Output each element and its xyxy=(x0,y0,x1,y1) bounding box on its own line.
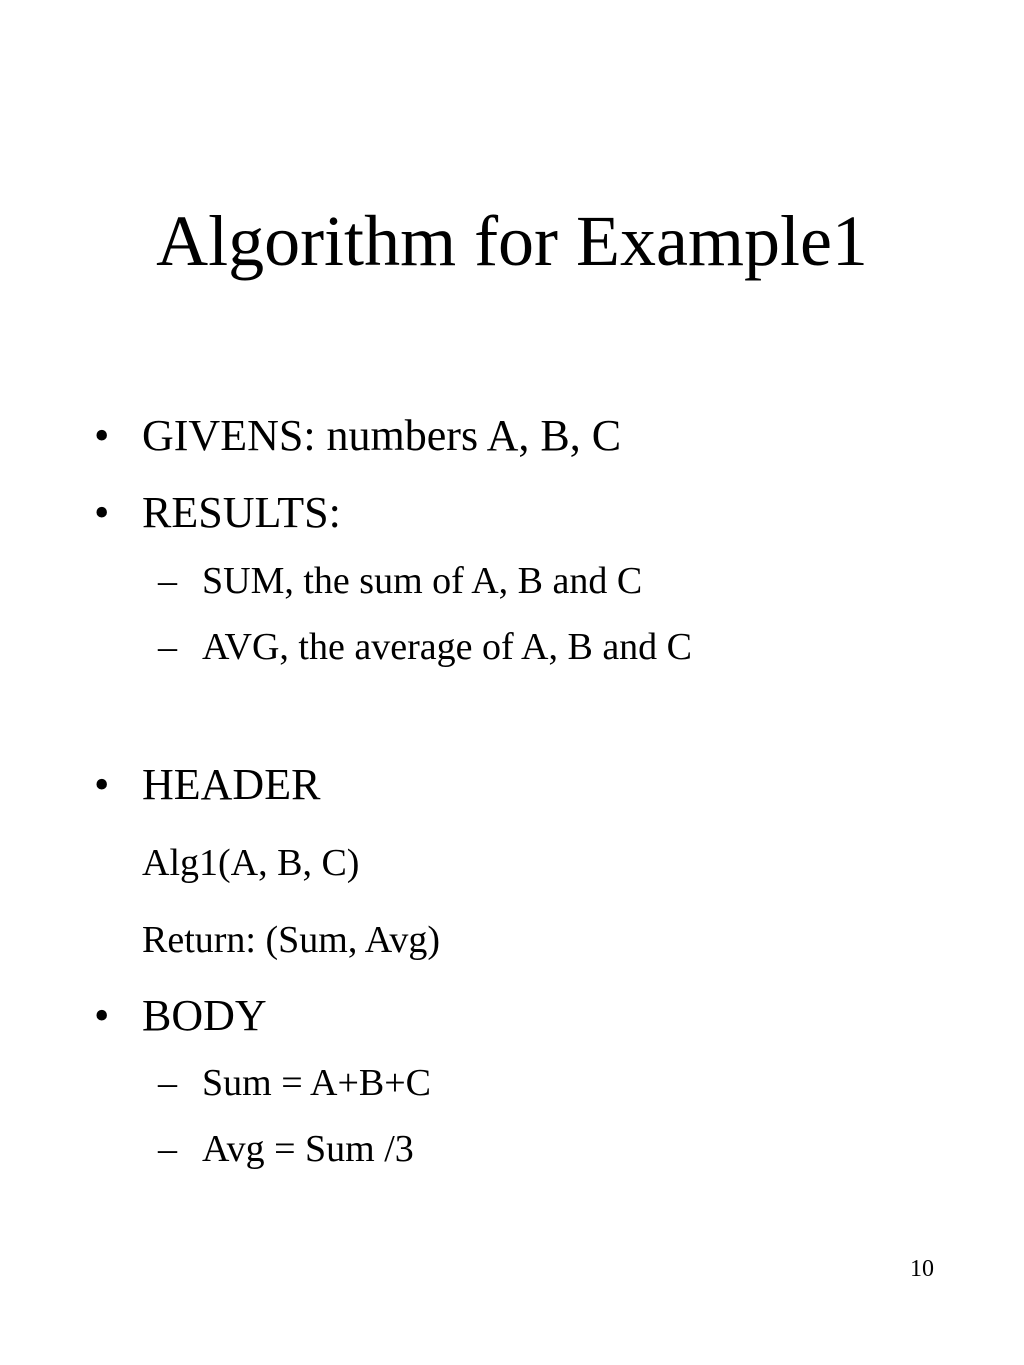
header-signature: Alg1(A, B, C) xyxy=(142,842,360,884)
results-sub-text: AVG, the average of A, B and C xyxy=(202,626,693,668)
body-sub-text: Avg = Sum /3 xyxy=(202,1128,414,1170)
results-sub-text: SUM, the sum of A, B and C xyxy=(202,560,643,602)
body-text: BODY xyxy=(142,991,267,1040)
dash-icon: – xyxy=(158,1128,177,1170)
results-text: RESULTS: xyxy=(142,488,341,537)
givens-text: GIVENS: numbers A, B, C xyxy=(142,411,622,460)
header-text: HEADER xyxy=(142,760,321,809)
dash-icon: – xyxy=(158,560,177,602)
dash-icon: – xyxy=(158,626,177,668)
header-return: Return: (Sum, Avg) xyxy=(142,919,441,961)
bullet-icon: • xyxy=(94,991,110,1040)
dash-icon: – xyxy=(158,1062,177,1104)
bullet-icon: • xyxy=(94,760,110,809)
slide-title: Algorithm for Example1 xyxy=(156,201,868,281)
page-number: 10 xyxy=(910,1256,934,1282)
body-sub-text: Sum = A+B+C xyxy=(202,1062,432,1104)
bullet-icon: • xyxy=(94,411,110,460)
bullet-icon: • xyxy=(94,488,110,537)
